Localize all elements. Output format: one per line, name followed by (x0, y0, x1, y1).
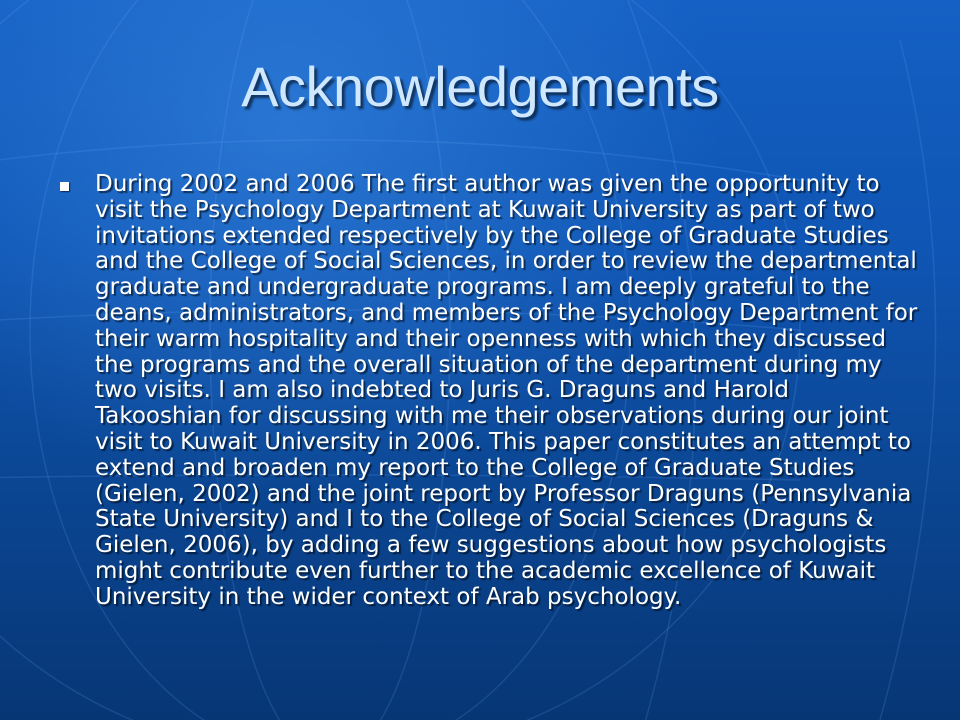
slide-body (60, 172, 920, 611)
bullet-item (60, 172, 920, 611)
square-bullet-icon (60, 182, 69, 191)
bullet-text: During 2002 and 2006 The first author was given the opportunity to visit the Psychology Department at Kuwait University as part of two invitations extended respectively by the College of Graduate Studies and the College of Social Sciences, in order to review the departmental graduate and undergraduate programs. I am deeply grateful to the deans, administrators, and members of the Psychology Department for their warm hospitality and their openness with which they discussed the programs and the overall situation of the department during my two visits. I am also indebted to Juris G. Draguns and Harold Takooshian for discussing with me their observations during our joint visit to Kuwait University in 2006. This paper constitutes an attempt to extend and broaden my report to the College of Graduate Studies (Gielen, 2002) and the joint report by Professor Draguns (Pennsylvania State University) and I to the College of Social Sciences (Draguns & Gielen, 2006), by adding a few suggestions about how psychologists might contribute even further to the academic excellence of Kuwait University in the wider context of Arab psychology. (95, 171, 918, 610)
slide-title: Acknowledgements (241, 55, 719, 118)
